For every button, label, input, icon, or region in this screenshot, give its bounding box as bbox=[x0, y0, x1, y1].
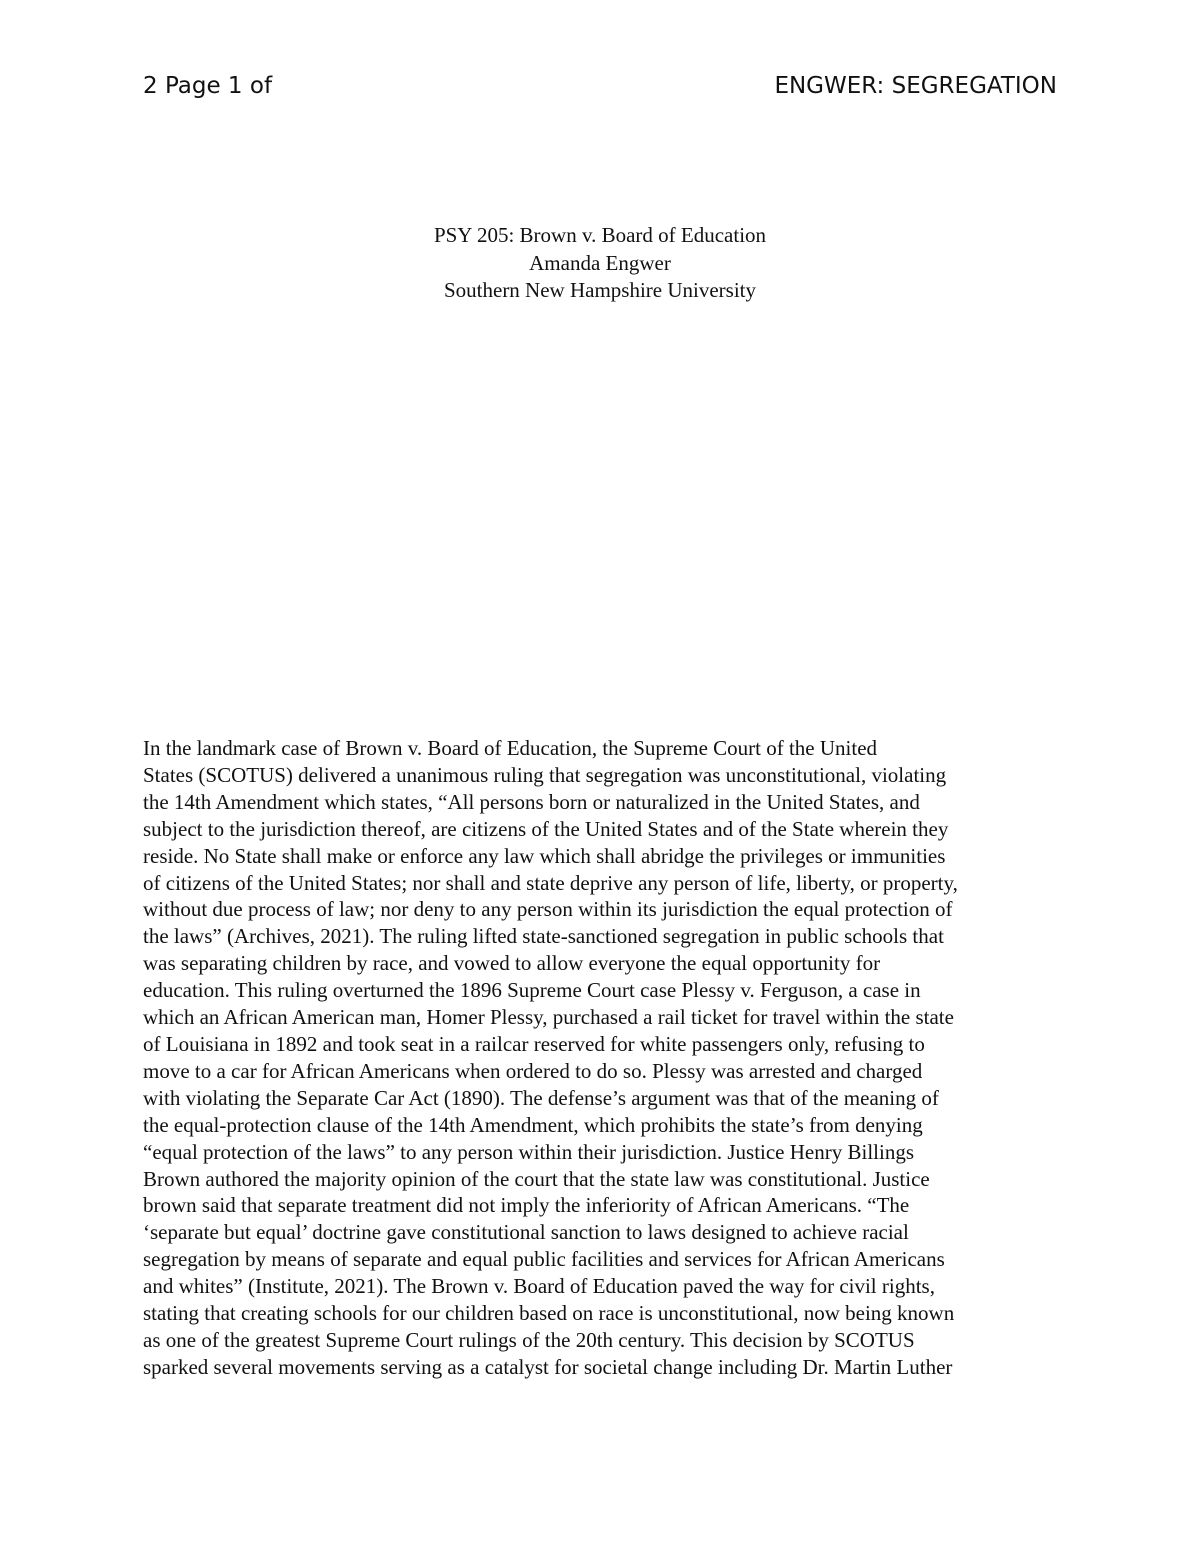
body-line: sparked several movements serving as a catalyst for societal change including Dr. Martin Luther bbox=[143, 1354, 953, 1379]
body-line: education. This ruling overturned the 1896 Supreme Court case Plessy v. Ferguson, a case in bbox=[143, 978, 921, 1003]
body-line: “equal protection of the laws” to any person within their jurisdiction. Justice Henry Billings bbox=[143, 1139, 915, 1164]
body-line: without due process of law; nor deny to any person within its jurisdiction the equal protection of bbox=[143, 897, 953, 922]
body-line: reside. No State shall make or enforce any law which shall abridge the privileges or immunities bbox=[143, 843, 946, 868]
body-line: the laws” (Archives, 2021). The ruling lifted state-sanctioned segregation in public schools that bbox=[143, 924, 944, 949]
body-line: subject to the jurisdiction thereof, are citizens of the United States and of the State wherein they bbox=[143, 816, 949, 841]
body-line: stating that creating schools for our children based on race is unconstitutional, now being known bbox=[143, 1301, 955, 1326]
body-line: move to a car for African Americans when ordered to do so. Plessy was arrested and charged bbox=[143, 1058, 923, 1083]
body-line: and whites” (Institute, 2021). The Brown v. Board of Education paved the way for civil rights, bbox=[143, 1274, 935, 1299]
header-running-title: ENGWER: SEGREGATION bbox=[774, 73, 1057, 99]
body-line: as one of the greatest Supreme Court rulings of the 20th century. This decision by SCOTUS bbox=[143, 1327, 915, 1352]
body-line: the equal-protection clause of the 14th Amendment, which prohibits the state’s from denying bbox=[143, 1112, 923, 1137]
body-line: Brown authored the majority opinion of the court that the state law was constitutional. Justice bbox=[143, 1166, 930, 1191]
body-paragraph bbox=[143, 735, 1083, 1381]
body-line: segregation by means of separate and equal public facilities and services for African Americans bbox=[143, 1247, 945, 1272]
body-line: of citizens of the United States; nor shall and state deprive any person of life, liberty, or property, bbox=[143, 870, 958, 895]
institution-name: Southern New Hampshire University bbox=[443, 278, 757, 302]
body-line: which an African American man, Homer Plessy, purchased a rail ticket for travel within the state bbox=[143, 1005, 954, 1030]
title-block bbox=[0, 222, 1200, 305]
paper-title: PSY 205: Brown v. Board of Education bbox=[433, 223, 767, 247]
body-line: ‘separate but equal’ doctrine gave constitutional sanction to laws designed to achieve racial bbox=[143, 1220, 909, 1245]
body-line: was separating children by race, and vowed to allow everyone the equal opportunity for bbox=[143, 951, 881, 976]
body-line: brown said that separate treatment did not imply the inferiority of African Americans. “The bbox=[143, 1193, 910, 1218]
body-line: of Louisiana in 1892 and took seat in a railcar reserved for white passengers only, refusing to bbox=[143, 1031, 925, 1056]
author-name: Amanda Engwer bbox=[529, 250, 671, 275]
body-line: the 14th Amendment which states, “All persons born or naturalized in the United States, and bbox=[143, 789, 920, 814]
body-line: In the landmark case of Brown v. Board of Education, the Supreme Court of the United bbox=[143, 736, 878, 760]
body-line: States (SCOTUS) delivered a unanimous ruling that segregation was unconstitutional, violating bbox=[143, 762, 947, 787]
header-page-number: 2 Page 1 of bbox=[143, 73, 273, 99]
body-line: with violating the Separate Car Act (1890). The defense’s argument was that of the meaning of bbox=[143, 1085, 939, 1110]
